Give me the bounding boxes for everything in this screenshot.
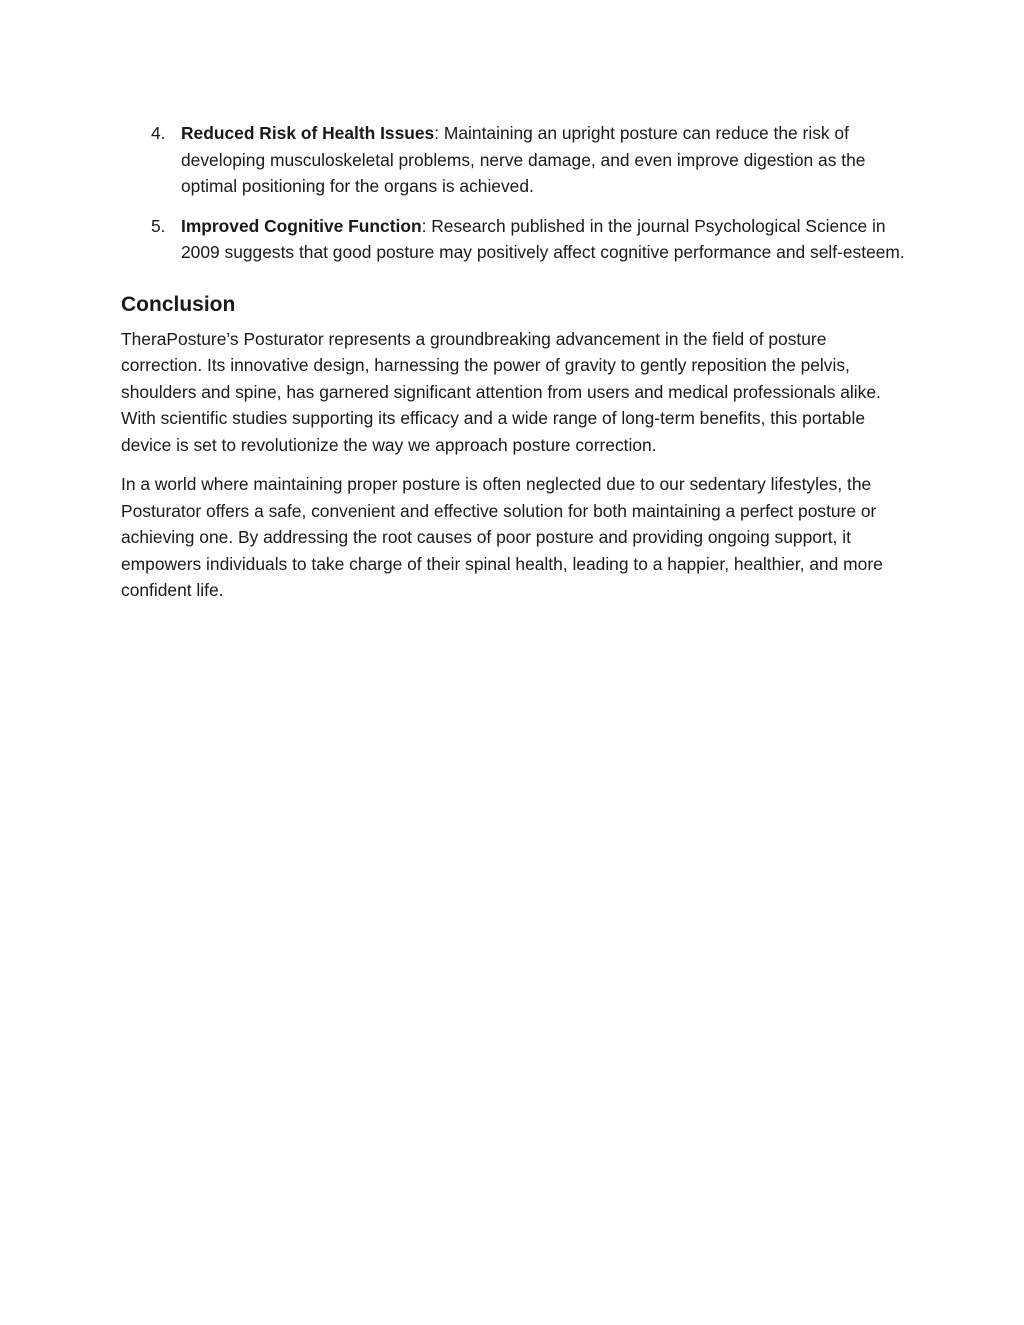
list-item: [121, 120, 906, 200]
list-item-number: 5.: [151, 215, 166, 236]
conclusion-paragraph-2: In a world where maintaining proper posture is often neglected due to our sedentary lifestyles, the Posturator offers a safe, convenient and effective solution for both maintaining a perfect posture or achieving one. By addressing the root causes of poor posture and providing ongoing support, it empowers individuals to take charge of their spinal health, leading to a happier, healthier, and more confident life.: [121, 474, 883, 600]
list-item: [121, 213, 906, 266]
list-item-lead: Improved Cognitive Function: [181, 215, 422, 236]
document-content: [121, 120, 906, 617]
list-item-text: : Research published in the journal Psychological Science in 2009 suggests that good posture may positively affect cognitive performance and self-esteem.: [181, 215, 905, 262]
conclusion-paragraph-1: TheraPosture’s Posturator represents a groundbreaking advancement in the field of posture correction. Its innovative design, harnessing the power of gravity to gently reposition the pelvis, shoulders and spine, has garnered significant attention from users and medical professionals alike. With scientific studies supporting its efficacy and a wide range of long-term benefits, this portable device is set to revolutionize the way we approach posture correction.: [121, 328, 881, 455]
list-item-text: : Maintaining an upright posture can reduce the risk of developing musculoskeletal problems, nerve damage, and even improve digestion as the optimal positioning for the organs is achieved.: [181, 123, 866, 196]
benefits-list: [121, 120, 906, 266]
conclusion-heading: Conclusion: [121, 292, 236, 316]
list-item-lead: Reduced Risk of Health Issues: [181, 123, 435, 143]
list-item-number: 4.: [151, 123, 166, 143]
